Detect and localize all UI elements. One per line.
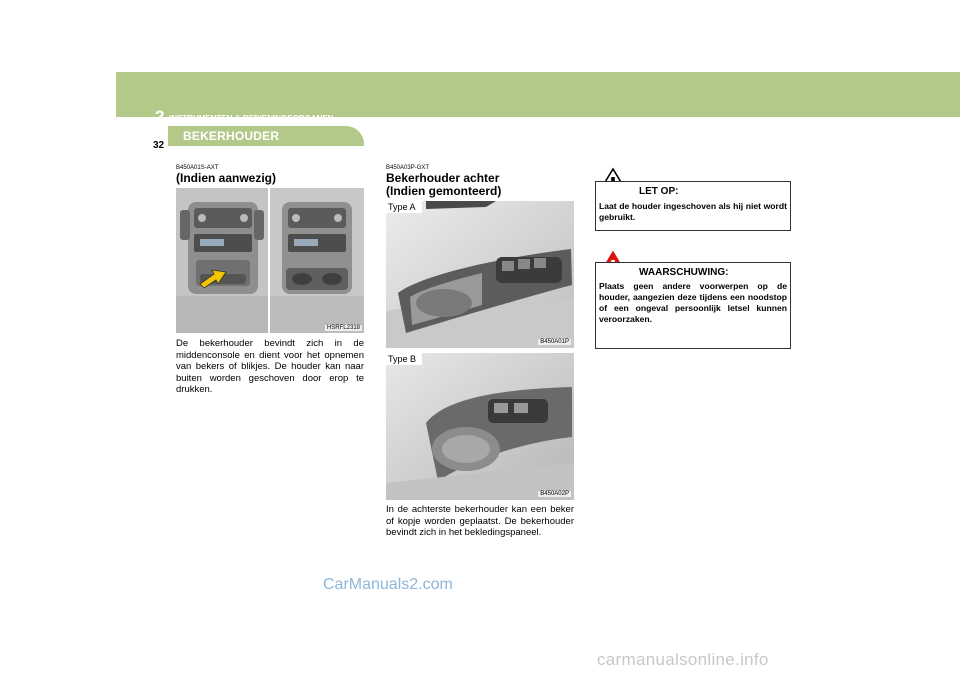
type-b-label: Type B xyxy=(386,353,422,365)
section-tab xyxy=(168,126,364,146)
console-illustration xyxy=(176,188,364,333)
middle-heading-line2: (Indien gemonteerd) xyxy=(386,184,502,198)
section-title: BEKERHOUDER xyxy=(183,129,280,143)
middle-heading-line1: Bekerhouder achter xyxy=(386,171,500,185)
left-body-text: De bekerhouder bevindt zich in de middenconsole en dient voor het opnemen van bekers of blikjes. De houder kan naar buiten worden geschoven door erop te drukken. xyxy=(176,338,364,396)
caution-box xyxy=(595,181,791,231)
left-section-code: B450A01S-AXT xyxy=(176,165,219,171)
left-heading: (Indien aanwezig) xyxy=(176,171,277,185)
type-b-image-label: B450A02P xyxy=(540,491,569,497)
watermark-carmanuals2[interactable]: CarManuals2.com xyxy=(323,576,453,593)
type-a-label: Type A xyxy=(386,201,422,213)
type-a-image-label: B450A01P xyxy=(540,339,569,345)
door-panel-a-illustration xyxy=(386,201,574,348)
chapter-title: INSTRUMENTEN & BEDIENINGSORGANEN xyxy=(169,114,334,123)
chapter-number: 2 xyxy=(155,107,165,126)
middle-body-text: In de achterste bekerhouder kan een beker of kopje worden geplaatst. De bekerhouder bevindt zich in het bekledingspaneel. xyxy=(386,504,574,539)
console-image-label: HSRFL2318 xyxy=(326,325,360,331)
type-b-photo xyxy=(386,353,574,500)
caution-text: Laat de houder ingeschoven als hij niet wordt gebruikt. xyxy=(599,201,787,222)
warning-text: Plaats geen andere voorwerpen op de houder, aangezien deze tijdens een noodstop of een ongeval persoonlijk letsel kunnen veroorzaken. xyxy=(599,281,787,324)
door-panel-b-illustration xyxy=(386,353,574,500)
header-band xyxy=(116,72,960,117)
type-a-photo xyxy=(386,201,574,348)
middle-section-code: B450A03P-GXT xyxy=(386,165,430,171)
warning-title: WAARSCHUWING: xyxy=(639,267,729,278)
warning-box xyxy=(595,262,791,349)
watermark-carmanualsonline[interactable]: carmanualsonline.info xyxy=(597,650,769,669)
caution-title: LET OP: xyxy=(639,186,679,197)
console-photo xyxy=(176,188,364,333)
page-number: 32 xyxy=(153,140,165,151)
